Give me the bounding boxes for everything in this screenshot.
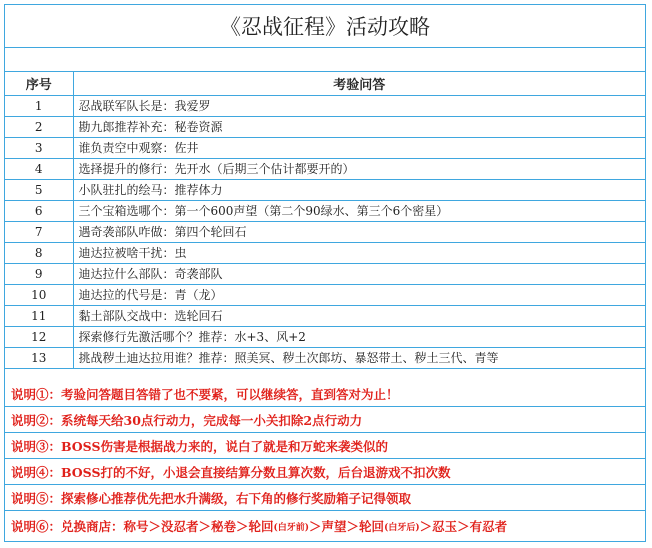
- table-row: [5, 158, 645, 179]
- note-4: 说明④：BOSS打的不好，小退会直接结算分数且算次数，后台退游戏不扣次数: [5, 459, 645, 485]
- row-text: 三个宝箱选哪个：第一个600声望（第二个90绿水、第三个6个密星）: [73, 200, 645, 221]
- row-text: 迪达拉的代号是：青（龙）: [73, 284, 645, 305]
- note-1: 说明①：考验问答题目答错了也不要紧，可以继续答，直到答对为止！: [5, 381, 645, 407]
- row-text: 迪达拉被啥干扰：虫: [73, 242, 645, 263]
- table-header-row: [5, 72, 645, 95]
- header-num: 序号: [5, 72, 73, 95]
- note-6-part-c: ＞声望＞轮回: [309, 519, 385, 534]
- note-6-part-e: ＞忍玉＞有忍者: [419, 519, 508, 534]
- table-row: [5, 179, 645, 200]
- table-row: [5, 95, 645, 116]
- row-num: 10: [5, 284, 73, 305]
- row-num: 9: [5, 263, 73, 284]
- table-row: [5, 326, 645, 347]
- row-text: 忍战联军队长是：我爱罗: [73, 95, 645, 116]
- note-2: 说明②：系统每天给30点行动力，完成每一小关扣除2点行动力: [5, 407, 645, 433]
- table-row: [5, 137, 645, 158]
- row-num: 3: [5, 137, 73, 158]
- row-num: 4: [5, 158, 73, 179]
- row-text: 小队驻扎的绘马：推荐体力: [73, 179, 645, 200]
- row-text: 选择提升的修行：先开水（后期三个估计都要开的）: [73, 158, 645, 179]
- row-num: 8: [5, 242, 73, 263]
- note-6-part-b: (白牙前): [273, 522, 310, 533]
- table-row: [5, 263, 645, 284]
- row-text: 迪达拉什么部队：奇袭部队: [73, 263, 645, 284]
- row-text: 勘九郎推荐补充：秘卷资源: [73, 116, 645, 137]
- note-6-part-d: (白牙后): [384, 522, 420, 533]
- table-row: [5, 242, 645, 263]
- row-num: 12: [5, 326, 73, 347]
- note-6: [5, 511, 645, 541]
- blank-row: [5, 47, 645, 72]
- row-num: 6: [5, 200, 73, 221]
- row-num: 13: [5, 347, 73, 368]
- row-text: 探索修行先激活哪个？推荐：水+3、风+2: [73, 326, 645, 347]
- row-text: 谁负责空中观察：佐井: [73, 137, 645, 158]
- header-qa: 考验问答: [73, 72, 645, 95]
- note-6-part-a: 说明⑥：兑换商店：称号＞没忍者＞秘卷＞轮回: [11, 519, 274, 534]
- table-row: [5, 347, 645, 368]
- row-text: 黏土部队交战中：选轮回石: [73, 305, 645, 326]
- row-num: 2: [5, 116, 73, 137]
- row-num: 11: [5, 305, 73, 326]
- table-row: [5, 116, 645, 137]
- note-3: 说明③：BOSS伤害是根据战力来的，说白了就是和万蛇来袭类似的: [5, 433, 645, 459]
- note-5: 说明⑤：探索修心推荐优先把水升满级，右下角的修行奖励箱子记得领取: [5, 485, 645, 511]
- page-title: 《忍战征程》活动攻略: [5, 5, 645, 48]
- qa-table: [5, 72, 645, 369]
- row-text: 挑战秽土迪达拉用谁？推荐：照美冥、秽土次郎坊、暴怒带土、秽土三代、青等: [73, 347, 645, 368]
- table-row: [5, 305, 645, 326]
- table-row: [5, 221, 645, 242]
- row-num: 5: [5, 179, 73, 200]
- row-text: 遇奇袭部队咋做：第四个轮回石: [73, 221, 645, 242]
- row-num: 7: [5, 221, 73, 242]
- row-num: 1: [5, 95, 73, 116]
- guide-sheet: [4, 4, 646, 542]
- table-row: [5, 284, 645, 305]
- table-row: [5, 200, 645, 221]
